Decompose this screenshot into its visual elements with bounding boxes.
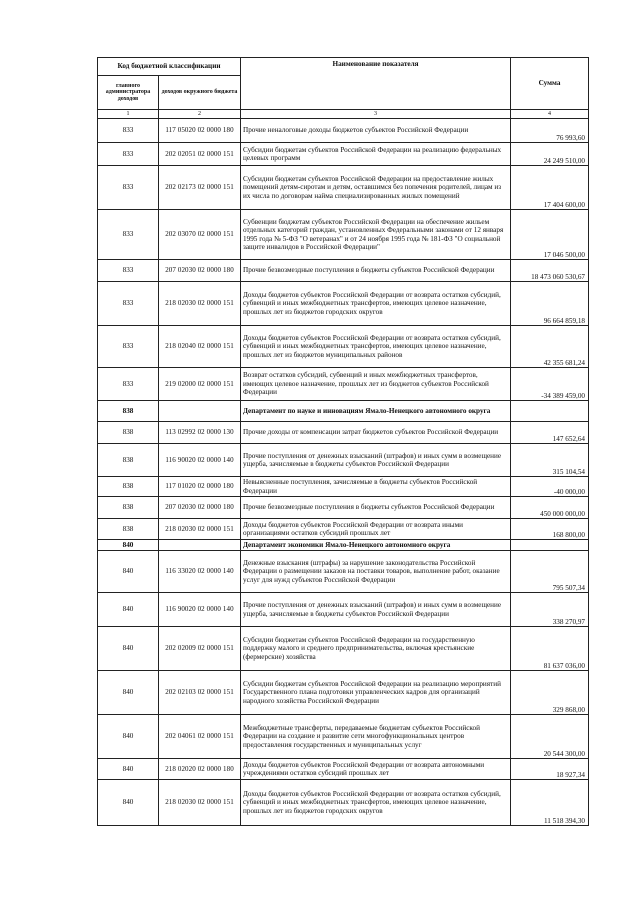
- indicator-name-cell: Прочие неналоговые доходы бюджетов субъектов Российской Федерации: [241, 119, 511, 143]
- table-row: [98, 326, 589, 368]
- sum-header: Сумма: [511, 58, 589, 110]
- indicator-name-cell: Доходы бюджетов субъектов Российской Федерации от возврата остатков субсидий, субвенций и иных межбюджетных трансфертов, имеющих целевое назначение, прошлых лет из бюджетов городских округов: [241, 780, 511, 826]
- sum-cell: 17 046 500,00: [511, 210, 589, 260]
- sum-cell: 42 355 681,24: [511, 326, 589, 368]
- indicator-name-cell: Прочие поступления от денежных взысканий (штрафов) и иных сумм в возмещение ущерба, зачисляемые в бюджеты субъектов Российской Федерации: [241, 593, 511, 627]
- sum-cell: 450 000 000,00: [511, 497, 589, 519]
- income-code-cell: 202 02173 02 0000 151: [159, 166, 241, 210]
- income-code-cell: 218 02020 02 0000 180: [159, 759, 241, 780]
- sum-cell: 76 993,60: [511, 119, 589, 143]
- table-row: [98, 282, 589, 326]
- income-code-cell: 207 02030 02 0000 180: [159, 260, 241, 282]
- admin-code-cell: 833: [98, 368, 159, 401]
- sum-cell: -40 000,00: [511, 477, 589, 497]
- admin-code-cell: 840: [98, 671, 159, 715]
- income-code-cell: 218 02030 02 0000 151: [159, 519, 241, 540]
- income-code-cell: 202 02103 02 0000 151: [159, 671, 241, 715]
- indicator-name-cell: Прочие поступления от денежных взысканий (штрафов) и иных сумм в возмещение ущерба, зачисляемые в бюджеты субъектов Российской Федерации: [241, 444, 511, 477]
- indicator-name-cell: Невыясненные поступления, зачисляемые в бюджеты субъектов Российской Федерации: [241, 477, 511, 497]
- table-row: [98, 540, 589, 551]
- indicator-name-cell: Департамент по науке и инновациям Ямало-Ненецкого автономного округа: [241, 401, 511, 422]
- indicator-name-cell: Субсидии бюджетам субъектов Российской Федерации на государственную поддержку малого и среднего предпринимательства, включая крестьянские (фермерские) хозяйства: [241, 627, 511, 671]
- table-row: [98, 368, 589, 401]
- indicator-name-cell: Доходы бюджетов субъектов Российской Федерации от возврата остатков субсидий, субвенций и иных межбюджетных трансфертов, имеющих целевое назначение, прошлых лет из бюджетов городских округов: [241, 282, 511, 326]
- income-code-cell: 117 05020 02 0000 180: [159, 119, 241, 143]
- indicator-name-cell: Доходы бюджетов субъектов Российской Федерации от возврата автономными учреждениями остатков субсидий прошлых лет: [241, 759, 511, 780]
- sum-cell: 168 800,00: [511, 519, 589, 540]
- admin-code-cell: 833: [98, 326, 159, 368]
- income-code-cell: [159, 401, 241, 422]
- income-code-cell: 218 02030 02 0000 151: [159, 282, 241, 326]
- indicator-name-cell: Субсидии бюджетам субъектов Российской Федерации на реализацию федеральных целевых программ: [241, 143, 511, 166]
- income-code-cell: 116 90020 02 0000 140: [159, 444, 241, 477]
- income-code-cell: 116 33020 02 0000 140: [159, 551, 241, 593]
- admin-code-cell: 833: [98, 210, 159, 260]
- admin-code-cell: 840: [98, 780, 159, 826]
- district-income-header: доходов окружного бюджета: [159, 76, 241, 110]
- table-row: [98, 210, 589, 260]
- admin-code-cell: 838: [98, 444, 159, 477]
- admin-code-cell: 833: [98, 143, 159, 166]
- sum-cell: 18 473 060 530,67: [511, 260, 589, 282]
- income-code-cell: 207 02030 02 0000 180: [159, 497, 241, 519]
- column-number: 1: [98, 110, 159, 119]
- indicator-name-cell: Доходы бюджетов субъектов Российской Федерации от возврата иными организациями остатков субсидий прошлых лет: [241, 519, 511, 540]
- admin-code-cell: 840: [98, 627, 159, 671]
- table-row: [98, 519, 589, 540]
- revenue-table: [97, 57, 589, 826]
- admin-code-cell: 838: [98, 477, 159, 497]
- sum-cell: 24 249 510,00: [511, 143, 589, 166]
- admin-code-cell: 840: [98, 551, 159, 593]
- main-admin-header: главного администратора доходов: [98, 76, 159, 110]
- sum-cell: 17 404 600,00: [511, 166, 589, 210]
- table-row: [98, 671, 589, 715]
- table-row: [98, 444, 589, 477]
- table-row: [98, 780, 589, 826]
- budget-code-header: Код бюджетной классификации: [98, 58, 241, 76]
- sum-cell: 81 637 036,00: [511, 627, 589, 671]
- indicator-name-cell: Доходы бюджетов субъектов Российской Федерации от возврата остатков субсидий, субвенций и иных межбюджетных трансфертов, имеющих целевое назначение, прошлых лет из бюджетов муниципальных районов: [241, 326, 511, 368]
- indicator-name-cell: Межбюджетные трансферты, передаваемые бюджетам субъектов Российской Федерации на создание и развитие сети многофункциональных центров предоставления государственных и муниципальных услуг: [241, 715, 511, 759]
- table-row: [98, 477, 589, 497]
- sum-cell: [511, 540, 589, 551]
- admin-code-cell: 833: [98, 119, 159, 143]
- admin-code-cell: 838: [98, 422, 159, 444]
- table-row: [98, 166, 589, 210]
- income-code-cell: 202 04061 02 0000 151: [159, 715, 241, 759]
- income-code-cell: 219 02000 02 0000 151: [159, 368, 241, 401]
- income-code-cell: [159, 540, 241, 551]
- income-code-cell: 117 01020 02 0000 180: [159, 477, 241, 497]
- sum-cell: 147 652,64: [511, 422, 589, 444]
- revenue-table-sheet: [97, 57, 588, 826]
- table-row: [98, 715, 589, 759]
- indicator-name-cell: Департамент экономики Ямало-Ненецкого автономного округа: [241, 540, 511, 551]
- sum-cell: 338 270,97: [511, 593, 589, 627]
- admin-code-cell: 840: [98, 759, 159, 780]
- income-code-cell: 218 02040 02 0000 151: [159, 326, 241, 368]
- indicator-name-cell: Денежные взыскания (штрафы) за нарушение законодательства Российской Федерации о размещении заказов на поставки товаров, выполнение работ, оказание услуг для нужд субъектов Российской Федерации: [241, 551, 511, 593]
- table-row: [98, 627, 589, 671]
- admin-code-cell: 840: [98, 540, 159, 551]
- indicator-name-cell: Субсидии бюджетам субъектов Российской Федерации на предоставление жилых помещений детям-сиротам и детям, оставшимся без попечения родителей, лицам из их числа по договорам найма специализированных жилых помещений: [241, 166, 511, 210]
- income-code-cell: 113 02992 02 0000 130: [159, 422, 241, 444]
- sum-cell: [511, 401, 589, 422]
- column-number: 2: [159, 110, 241, 119]
- sum-cell: -34 389 459,00: [511, 368, 589, 401]
- sum-cell: 96 664 859,18: [511, 282, 589, 326]
- admin-code-cell: 840: [98, 593, 159, 627]
- income-code-cell: 202 02009 02 0000 151: [159, 627, 241, 671]
- table-row: [98, 143, 589, 166]
- sum-cell: 329 868,00: [511, 671, 589, 715]
- admin-code-cell: 838: [98, 401, 159, 422]
- column-number: 3: [241, 110, 511, 119]
- table-row: [98, 422, 589, 444]
- sum-cell: 20 544 300,00: [511, 715, 589, 759]
- table-row: [98, 593, 589, 627]
- income-code-cell: 202 02051 02 0000 151: [159, 143, 241, 166]
- sum-cell: 11 518 394,30: [511, 780, 589, 826]
- table-row: [98, 759, 589, 780]
- admin-code-cell: 833: [98, 260, 159, 282]
- table-row: [98, 497, 589, 519]
- indicator-name-cell: Субсидии бюджетам субъектов Российской Федерации на реализацию мероприятий Государственного плана подготовки управленческих кадров для организаций народного хозяйства Российской Федерации: [241, 671, 511, 715]
- table-row: [98, 260, 589, 282]
- column-number: 4: [511, 110, 589, 119]
- income-code-cell: 202 03070 02 0000 151: [159, 210, 241, 260]
- admin-code-cell: 838: [98, 519, 159, 540]
- indicator-name-cell: Прочие безвозмездные поступления в бюджеты субъектов Российской Федерации: [241, 497, 511, 519]
- table-row: [98, 119, 589, 143]
- sum-cell: 795 507,34: [511, 551, 589, 593]
- admin-code-cell: 840: [98, 715, 159, 759]
- sum-cell: 315 104,54: [511, 444, 589, 477]
- indicator-name-cell: Возврат остатков субсидий, субвенций и иных межбюджетных трансфертов, имеющих целевое назначение, прошлых лет из бюджетов субъектов Российской Федерации: [241, 368, 511, 401]
- income-code-cell: 218 02030 02 0000 151: [159, 780, 241, 826]
- indicator-name-cell: Прочие доходы от компенсации затрат бюджетов субъектов Российской Федерации: [241, 422, 511, 444]
- table-row: [98, 551, 589, 593]
- indicator-header: Наименование показателя: [241, 58, 511, 110]
- sum-cell: 18 927,34: [511, 759, 589, 780]
- admin-code-cell: 838: [98, 497, 159, 519]
- indicator-name-cell: Субвенции бюджетам субъектов Российской Федерации на обеспечение жильем отдельных категорий граждан, установленных Федеральными законами от 12 января 1995 года № 5-ФЗ "О ветеранах" и от 24 ноября 1995 года № 181-ФЗ "О социальной защите инвалидов в Российской Федерации": [241, 210, 511, 260]
- admin-code-cell: 833: [98, 166, 159, 210]
- admin-code-cell: 833: [98, 282, 159, 326]
- income-code-cell: 116 90020 02 0000 140: [159, 593, 241, 627]
- table-row: [98, 401, 589, 422]
- indicator-name-cell: Прочие безвозмездные поступления в бюджеты субъектов Российской Федерации: [241, 260, 511, 282]
